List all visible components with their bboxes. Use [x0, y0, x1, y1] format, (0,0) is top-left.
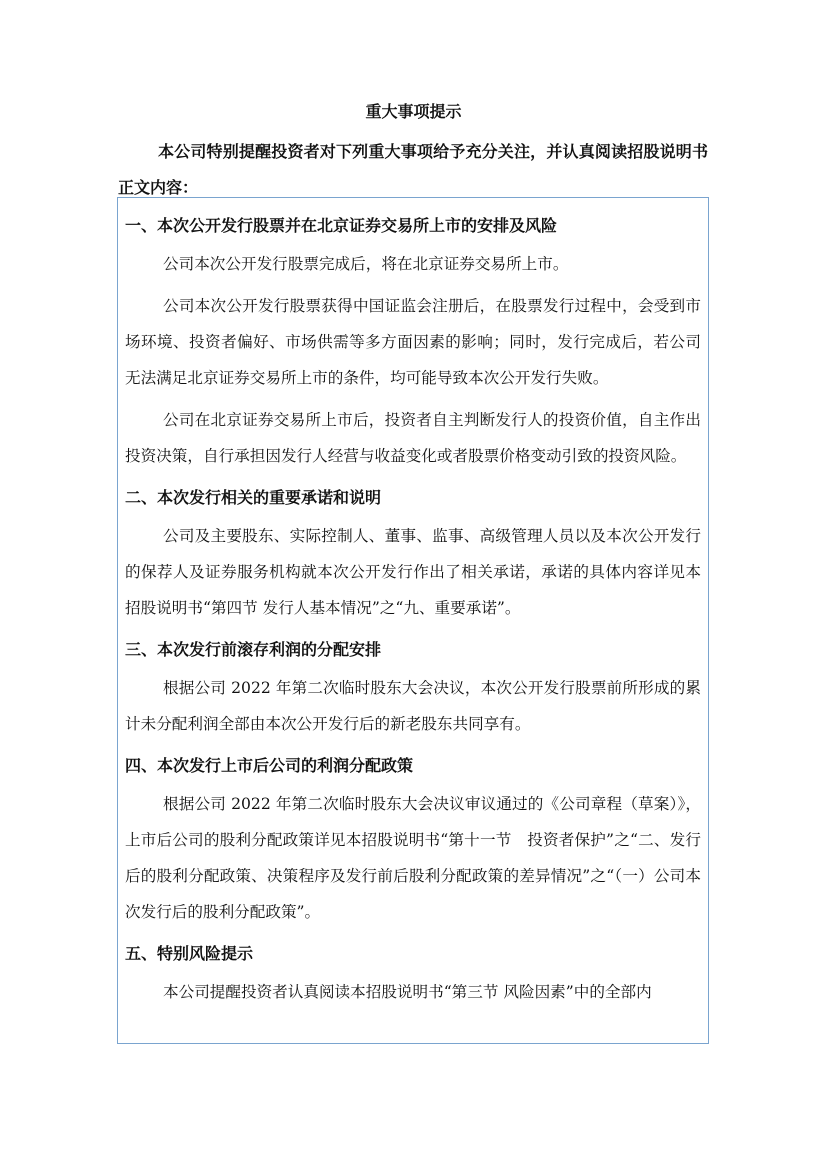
section-retained-profit	[125, 632, 701, 742]
section-heading: 一、本次公开发行股票并在北京证券交易所上市的安排及风险	[125, 216, 558, 235]
section-paragraph: 公司本次公开发行股票获得中国证监会注册后，在股票发行过程中，会受到市场环境、投资者偏好、市场供需等多方面因素的影响；同时，发行完成后，若公司无法满足北京证券交易所上市的条件，均可能导致本次公开发行失败。	[125, 297, 701, 387]
section-listing-risk	[125, 208, 701, 474]
section-paragraph: 公司本次公开发行股票完成后，将在北京证券交易所上市。	[163, 255, 569, 273]
section-paragraph: 根据公司 2022 年第二次临时股东大会决议审议通过的《公司章程（草案）》，上市后公司的股利分配政策详见本招股说明书“第十一节 投资者保护”之“二、发行后的股利分配政策、决策程序及发行前后股利分配政策的差异情况”之“（一）公司本次发行后的股利分配政策”。	[125, 795, 701, 921]
section-special-risk	[125, 936, 701, 1010]
page-title: 重大事项提示	[365, 102, 462, 121]
section-paragraph: 本公司提醒投资者认真阅读本招股说明书“第三节 风险因素”中的全部内	[163, 983, 652, 1001]
section-heading: 三、本次发行前滚存利润的分配安排	[125, 640, 382, 659]
intro-paragraph: 本公司特别提醒投资者对下列重大事项给予充分关注，并认真阅读招股说明书正文内容：	[118, 142, 708, 197]
section-paragraph: 根据公司 2022 年第二次临时股东大会决议，本次公开发行股票前所形成的累计未分配利润全部由本次公开发行后的新老股东共同享有。	[125, 679, 701, 733]
section-paragraph: 公司在北京证券交易所上市后，投资者自主判断发行人的投资价值，自主作出投资决策，自行承担因发行人经营与收益变化或者股票价格变动引致的投资风险。	[125, 411, 701, 465]
section-paragraph: 公司及主要股东、实际控制人、董事、监事、高级管理人员以及本次公开发行的保荐人及证券服务机构就本次公开发行作出了相关承诺，承诺的具体内容详见本招股说明书“第四节 发行人基本情况”之“九、重要承诺”。	[125, 527, 701, 617]
section-heading: 五、特别风险提示	[125, 944, 254, 963]
section-commitments	[125, 480, 701, 626]
notice-box	[117, 197, 709, 1044]
section-heading: 二、本次发行相关的重要承诺和说明	[125, 488, 382, 507]
section-dividend-policy	[125, 748, 701, 930]
section-heading: 四、本次发行上市后公司的利润分配政策	[125, 756, 414, 775]
